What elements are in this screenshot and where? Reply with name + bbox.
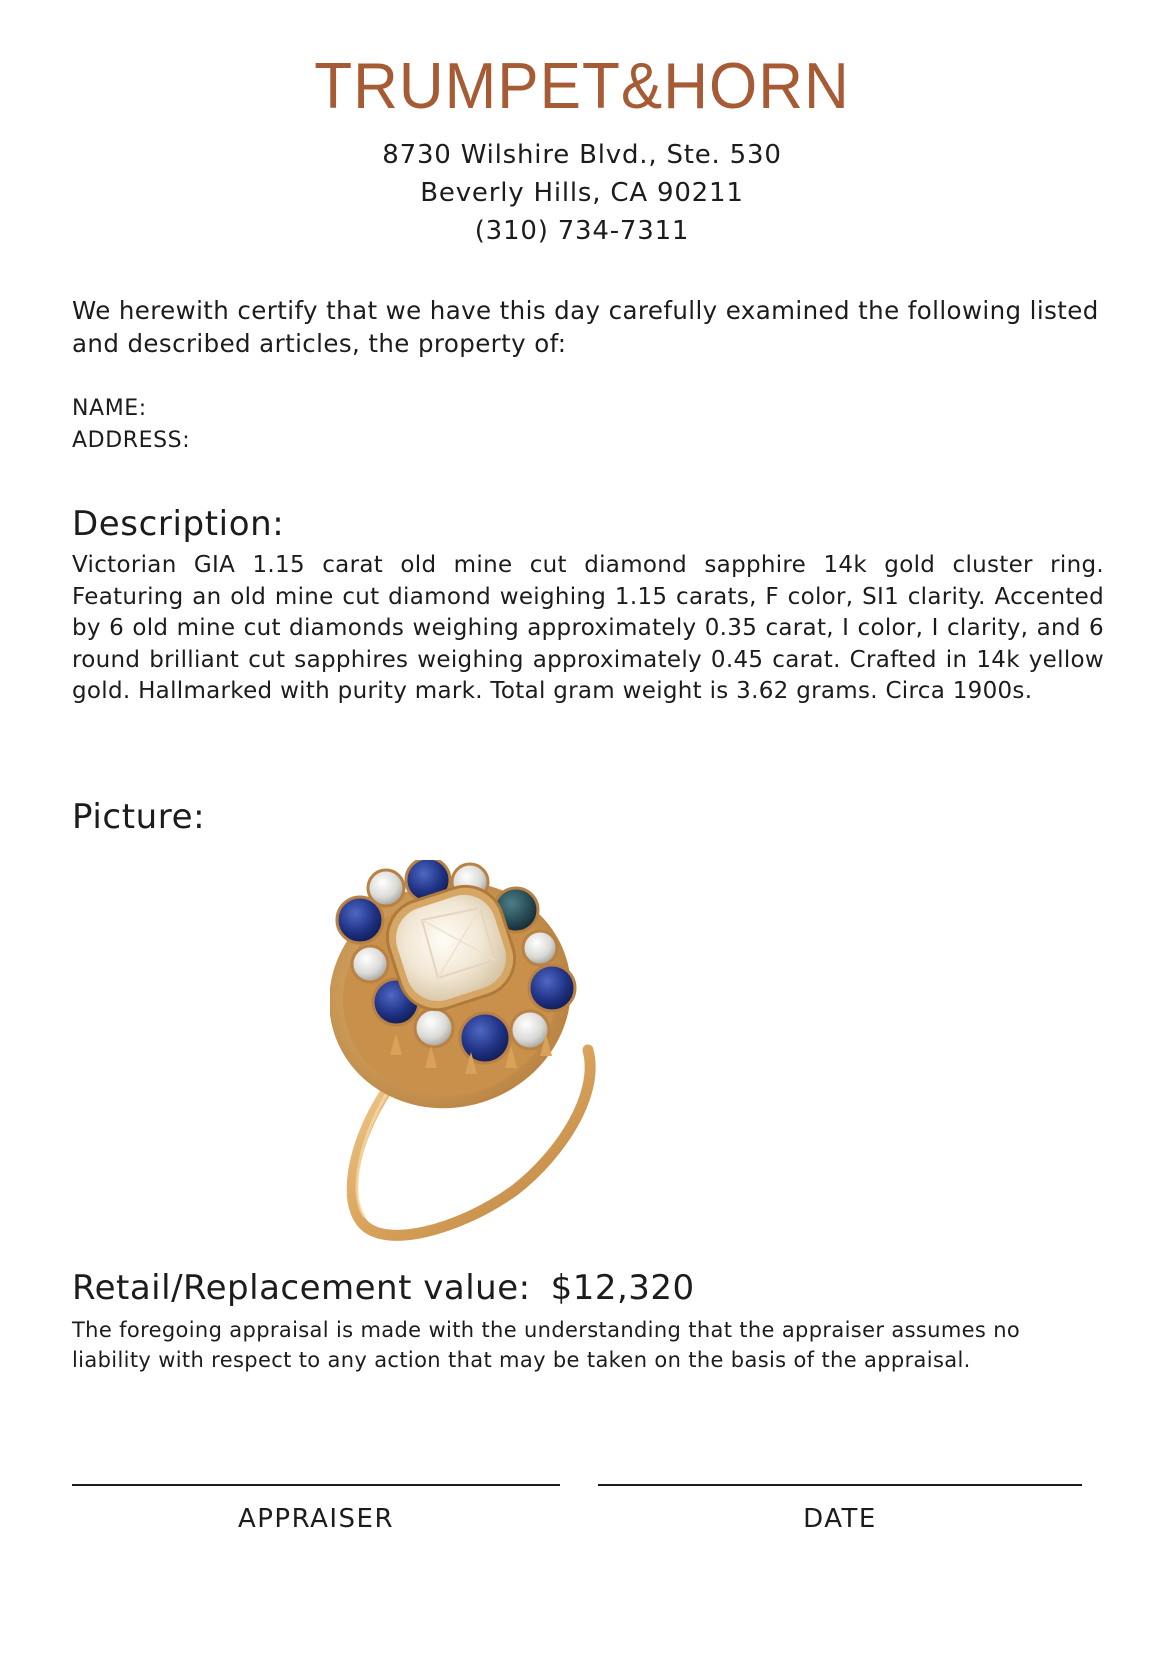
appraiser-label: APPRAISER (237, 1504, 395, 1534)
address-city: Beverly Hills, CA 90211 (420, 178, 744, 208)
address-label: ADDRESS: (72, 428, 191, 453)
valuation-label: Retail/Replacement value: (72, 1268, 531, 1308)
name-label: NAME: (72, 396, 147, 421)
ring-photo (330, 860, 630, 1250)
disclaimer-text: The foregoing appraisal is made with the understanding that the appraiser assumes no liability with respect to any action that may be taken on the basis of the appraisal. (72, 1318, 1021, 1372)
owner-fields (72, 393, 190, 457)
date-label: DATE (803, 1504, 877, 1534)
description-body: Victorian GIA 1.15 carat old mine cut diamond sapphire 14k gold cluster ring. Featuring an old mine cut diamond weighing 1.15 carats, F color, SI1 clarity. Accented by 6 old mine cut diamonds weighing approximately 0.35 carat, I color, I clarity, and 6 round brilliant cut sapphires weighing approximately 0.45 carat. Crafted in 14k yellow gold. Hallmarked with purity mark. Total gram weight is 3.62 grams. Circa 1900s. (72, 552, 1104, 705)
address-phone: (310) 734-7311 (474, 216, 690, 246)
date-signature-line (598, 1484, 1082, 1486)
brand-logo: TRUMPET&HORN (314, 50, 850, 123)
business-address (0, 136, 1164, 250)
certification-statement: We herewith certify that we have this day carefully examined the following listed and described articles, the property of: (72, 296, 1099, 358)
valuation (72, 1267, 695, 1309)
appraiser-signature-line (72, 1484, 560, 1486)
description-heading: Description: (72, 504, 285, 544)
valuation-amount: $12,320 (550, 1268, 695, 1308)
picture-heading: Picture: (72, 797, 206, 837)
address-street: 8730 Wilshire Blvd., Ste. 530 (382, 140, 782, 170)
